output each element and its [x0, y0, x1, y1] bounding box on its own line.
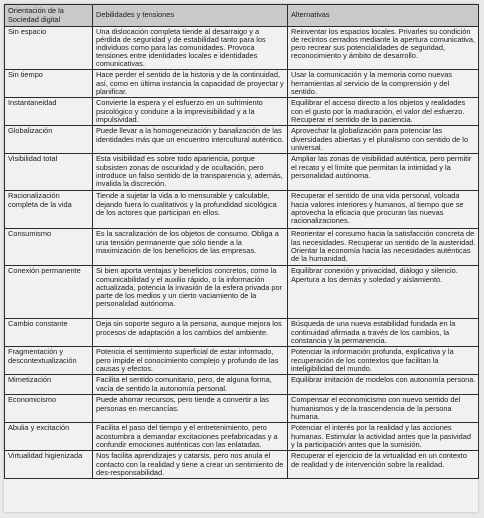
table-row [5, 98, 479, 126]
row-dimension: Cambio constante [5, 319, 93, 347]
header-orientation: Orientación de la Sociedad digital [5, 5, 93, 27]
row-weakness: Potencia el sentimiento superficial de estar informado, pero impide el conocimiento complejo y profundo de las causas y efectos. [93, 347, 288, 375]
row-dimension: Sin tiempo [5, 70, 93, 98]
row-weakness: Una dislocación completa tiende al desarraigo y a pérdida de seguridad y de estabilidad tanto para los individuos como para las comunidades. Provoca tensiones entre identidades locales e identidades comunicativas. [93, 27, 288, 70]
row-dimension: Conexión permanente [5, 266, 93, 319]
row-dimension: Abulia y excitación [5, 423, 93, 451]
row-weakness: Hace perder el sentido de la historia y de la continuidad, así, como en última instancia la capacidad de proyectar y planificar. [93, 70, 288, 98]
row-weakness: Nos facilita aprendizajes y catarsis, pero nos anula el contacto con la realidad y tiene a crear un sentimiento de des-responsabilidad. [93, 451, 288, 479]
row-weakness: Es la sacralización de los objetos de consumo. Obliga a una tensión permanente que sólo tiende a la maximización de los beneficios de las empresas. [93, 229, 288, 266]
table-row [5, 266, 479, 319]
row-weakness: Puede llevar a la homogeneización y banalización de las identidades más que un encuentro intercultural auténtico. [93, 126, 288, 154]
row-alternative: Compensar el economicismo con nuevo sentido del humanismos y de la trascendencia de la persona humana. [288, 395, 479, 423]
row-alternative: Potenciar el interés por la realidad y las acciones humanas. Estimular la actividad antes que la pasividad y la participación antes que la sumisión. [288, 423, 479, 451]
row-alternative: Búsqueda de una nueva estabilidad fundada en la continuidad afirmada a través de los cambios, la constancia y la permanencia. [288, 319, 479, 347]
row-dimension: Globalización [5, 126, 93, 154]
row-weakness: Tiende a sujetar la vida a lo mensurable y calculable, dejando fuera lo cualitativos y la profundidad sicológica de los actores que participan en ellos. [93, 191, 288, 229]
row-alternative: Reorientar el consumo hacia la satisfacción concreta de las necesidades. Recuperar un sentido de la austeridad. Orientar la economía hacia las necesidades auténticas de la humanidad. [288, 229, 479, 266]
row-weakness: Facilita el paso del tiempo y el entretenimiento, pero acostumbra a demandar excitaciones prefabricadas y a confundir emociones auténticas con las enlatadas. [93, 423, 288, 451]
header-weaknesses: Debilidades y tensiones [93, 5, 288, 27]
table-row [5, 319, 479, 347]
row-dimension: Fragmentación y descontextualización [5, 347, 93, 375]
row-weakness: Convierte la espera y el esfuerzo en un sufrimiento psicológico y conduce a la imprevisibilidad y a la impulsividad. [93, 98, 288, 126]
row-alternative: Recuperar el sentido de una vida personal, volcada hacia valores interiores y humanos, al tiempo que se aprovecha la eficacia que procuran las nuevas racionalizaciones. [288, 191, 479, 229]
row-dimension: Visibilidad total [5, 154, 93, 191]
row-dimension: Racionalización completa de la vida [5, 191, 93, 229]
digital-society-table [4, 4, 479, 479]
table-row [5, 126, 479, 154]
row-alternative: Reinventar los espacios locales. Privarles su condición de recintos cerrados mediante la apertura comunicativa, pero recrear sus potencialidades de seguridad, reconocimiento y ámbito de desarrollo. [288, 27, 479, 70]
row-dimension: Economicismo [5, 395, 93, 423]
header-alternatives: Alternativas [288, 5, 479, 27]
row-weakness: Deja sin soporte seguro a la persona, aunque mejora los procesos de adaptación a los cambios del ambiente. [93, 319, 288, 347]
row-alternative: Aprovechar la globalización para potenciar las diversidades abiertas y el pluralismo con sentido de lo universal. [288, 126, 479, 154]
row-dimension: Virtualidad higienizada [5, 451, 93, 479]
row-dimension: Instantaneidad [5, 98, 93, 126]
row-weakness: Esta visibilidad es sobre todo apariencia, porque subsisten zonas de oscuridad y de ocultación, pero introduce un falso sentido de la transparencia y, además, invalida la discreción. [93, 154, 288, 191]
table-row [5, 375, 479, 395]
row-alternative: Potenciar la información profunda, explicativa y la recuperación de los contextos que facilitan la inteligibilidad del mundo. [288, 347, 479, 375]
row-weakness: Si bien aporta ventajas y beneficios concretos, como la comunicabilidad y el auxilio rápido, o la información actualizada, potencia la invasión de la esfera privada por parte de los medios y un cierto vaciamiento de la personalidad autónoma. [93, 266, 288, 319]
table-row [5, 451, 479, 479]
table-row [5, 395, 479, 423]
table-row [5, 347, 479, 375]
row-weakness: Facilita el sentido comunitario, pero, de alguna forma, vacía de sentido la autonomía personal. [93, 375, 288, 395]
row-weakness: Puede ahorrar recursos, pero tiende a convertir a las personas en mercancías. [93, 395, 288, 423]
table-row [5, 154, 479, 191]
table-row [5, 70, 479, 98]
row-dimension: Sin espacio [5, 27, 93, 70]
row-dimension: Mimetización [5, 375, 93, 395]
row-alternative: Recuperar el ejercicio de la virtualidad en un contexto de realidad y de intervención sobre la realidad. [288, 451, 479, 479]
table-header-row [5, 5, 479, 27]
row-alternative: Equilibrar imitación de modelos con autonomía persona. [288, 375, 479, 395]
row-dimension: Consumismo [5, 229, 93, 266]
table-row [5, 27, 479, 70]
table-row [5, 191, 479, 229]
row-alternative: Equilibrar conexión y privacidad, diálogo y silencio. Apertura a los demás y soledad y aislamiento. [288, 266, 479, 319]
row-alternative: Ampliar las zonas de visibilidad auténtica, pero permitir el recato y el límite que permitan la intimidad y la personalidad autónoma. [288, 154, 479, 191]
table-row [5, 229, 479, 266]
document-page [4, 4, 478, 512]
row-alternative: Equilibrar el acceso directo a los objetos y realidades con el gusto por la maduración, el valor del esfuerzo. Recuperar el sentido de la paciencia. [288, 98, 479, 126]
row-alternative: Usar la comunicación y la memoria como nuevas herramientas al servicio de la comprensión y del sentido. [288, 70, 479, 98]
table-row [5, 423, 479, 451]
